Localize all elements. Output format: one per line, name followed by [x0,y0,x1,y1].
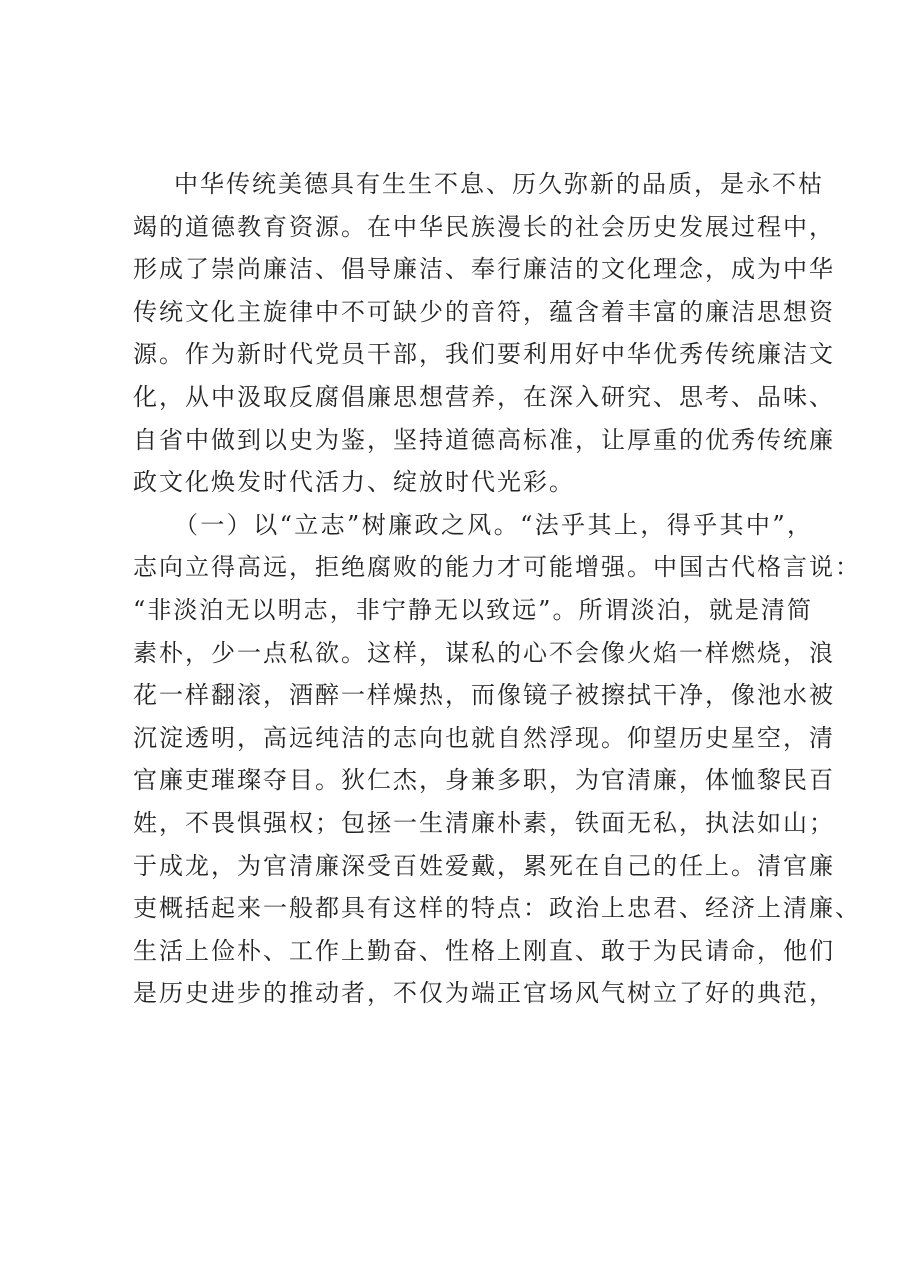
paragraph-line: 志向立得高远，拒绝腐败的能力才可能增强。中国古代格言说： [133,553,861,582]
paragraph-line: （一）以“立志”树廉政之风。“法乎其上，得乎其中”， [174,510,813,539]
paragraph-2 [133,504,861,1015]
paragraph-line: “非淡泊无以明志，非宁静无以致远”。所谓淡泊，就是清简 [133,595,813,624]
document-body [133,163,861,1015]
paragraph-line: 政文化焕发时代活力、绽放时代光彩。 [133,468,575,497]
paragraph-line: 素朴，少一点私欲。这样，谋私的心不会像火焰一样燃烧，浪 [133,638,835,667]
paragraph-line: 化，从中汲取反腐倡廉思想营养，在深入研究、思考、品味、 [133,382,835,411]
paragraph-line: 于成龙，为官清廉深受百姓爱戴，累死在自己的任上。清官廉 [133,851,835,880]
paragraph-line: 花一样翻滚，酒醉一样燥热，而像镜子被擦拭干净，像池水被 [133,681,835,710]
paragraph-line: 生活上俭朴、工作上勤奋、性格上刚直、敢于为民请命，他们 [133,936,835,965]
paragraph-line: 官廉吏璀璨夺目。狄仁杰，身兼多职，为官清廉，体恤黎民百 [133,766,835,795]
paragraph-line: 竭的道德教育资源。在中华民族漫长的社会历史发展过程中， [133,212,835,241]
paragraph-line: 源。作为新时代党员干部，我们要利用好中华优秀传统廉洁文 [133,340,835,369]
paragraph-line: 吏概括起来一般都具有这样的特点：政治上忠君、经济上清廉、 [133,894,861,923]
paragraph-line: 是历史进步的推动者，不仅为端正官场风气树立了好的典范， [133,979,835,1008]
paragraph-line: 中华传统美德具有生生不息、历久弥新的品质，是永不枯 [174,170,824,198]
paragraph-line: 沉淀透明，高远纯洁的志向也就自然浮现。仰望历史星空，清 [133,723,835,752]
paragraph-line: 自省中做到以史为鉴，坚持道德高标准，让厚重的优秀传统廉 [133,425,835,454]
paragraph-1 [133,163,835,504]
paragraph-line: 传统文化主旋律中不可缺少的音符，蕴含着丰富的廉洁思想资 [133,297,835,326]
paragraph-line: 形成了崇尚廉洁、倡导廉洁、奉行廉洁的文化理念，成为中华 [133,255,835,284]
paragraph-line: 姓，不畏惧强权；包拯一生清廉朴素，铁面无私，执法如山； [133,808,835,837]
